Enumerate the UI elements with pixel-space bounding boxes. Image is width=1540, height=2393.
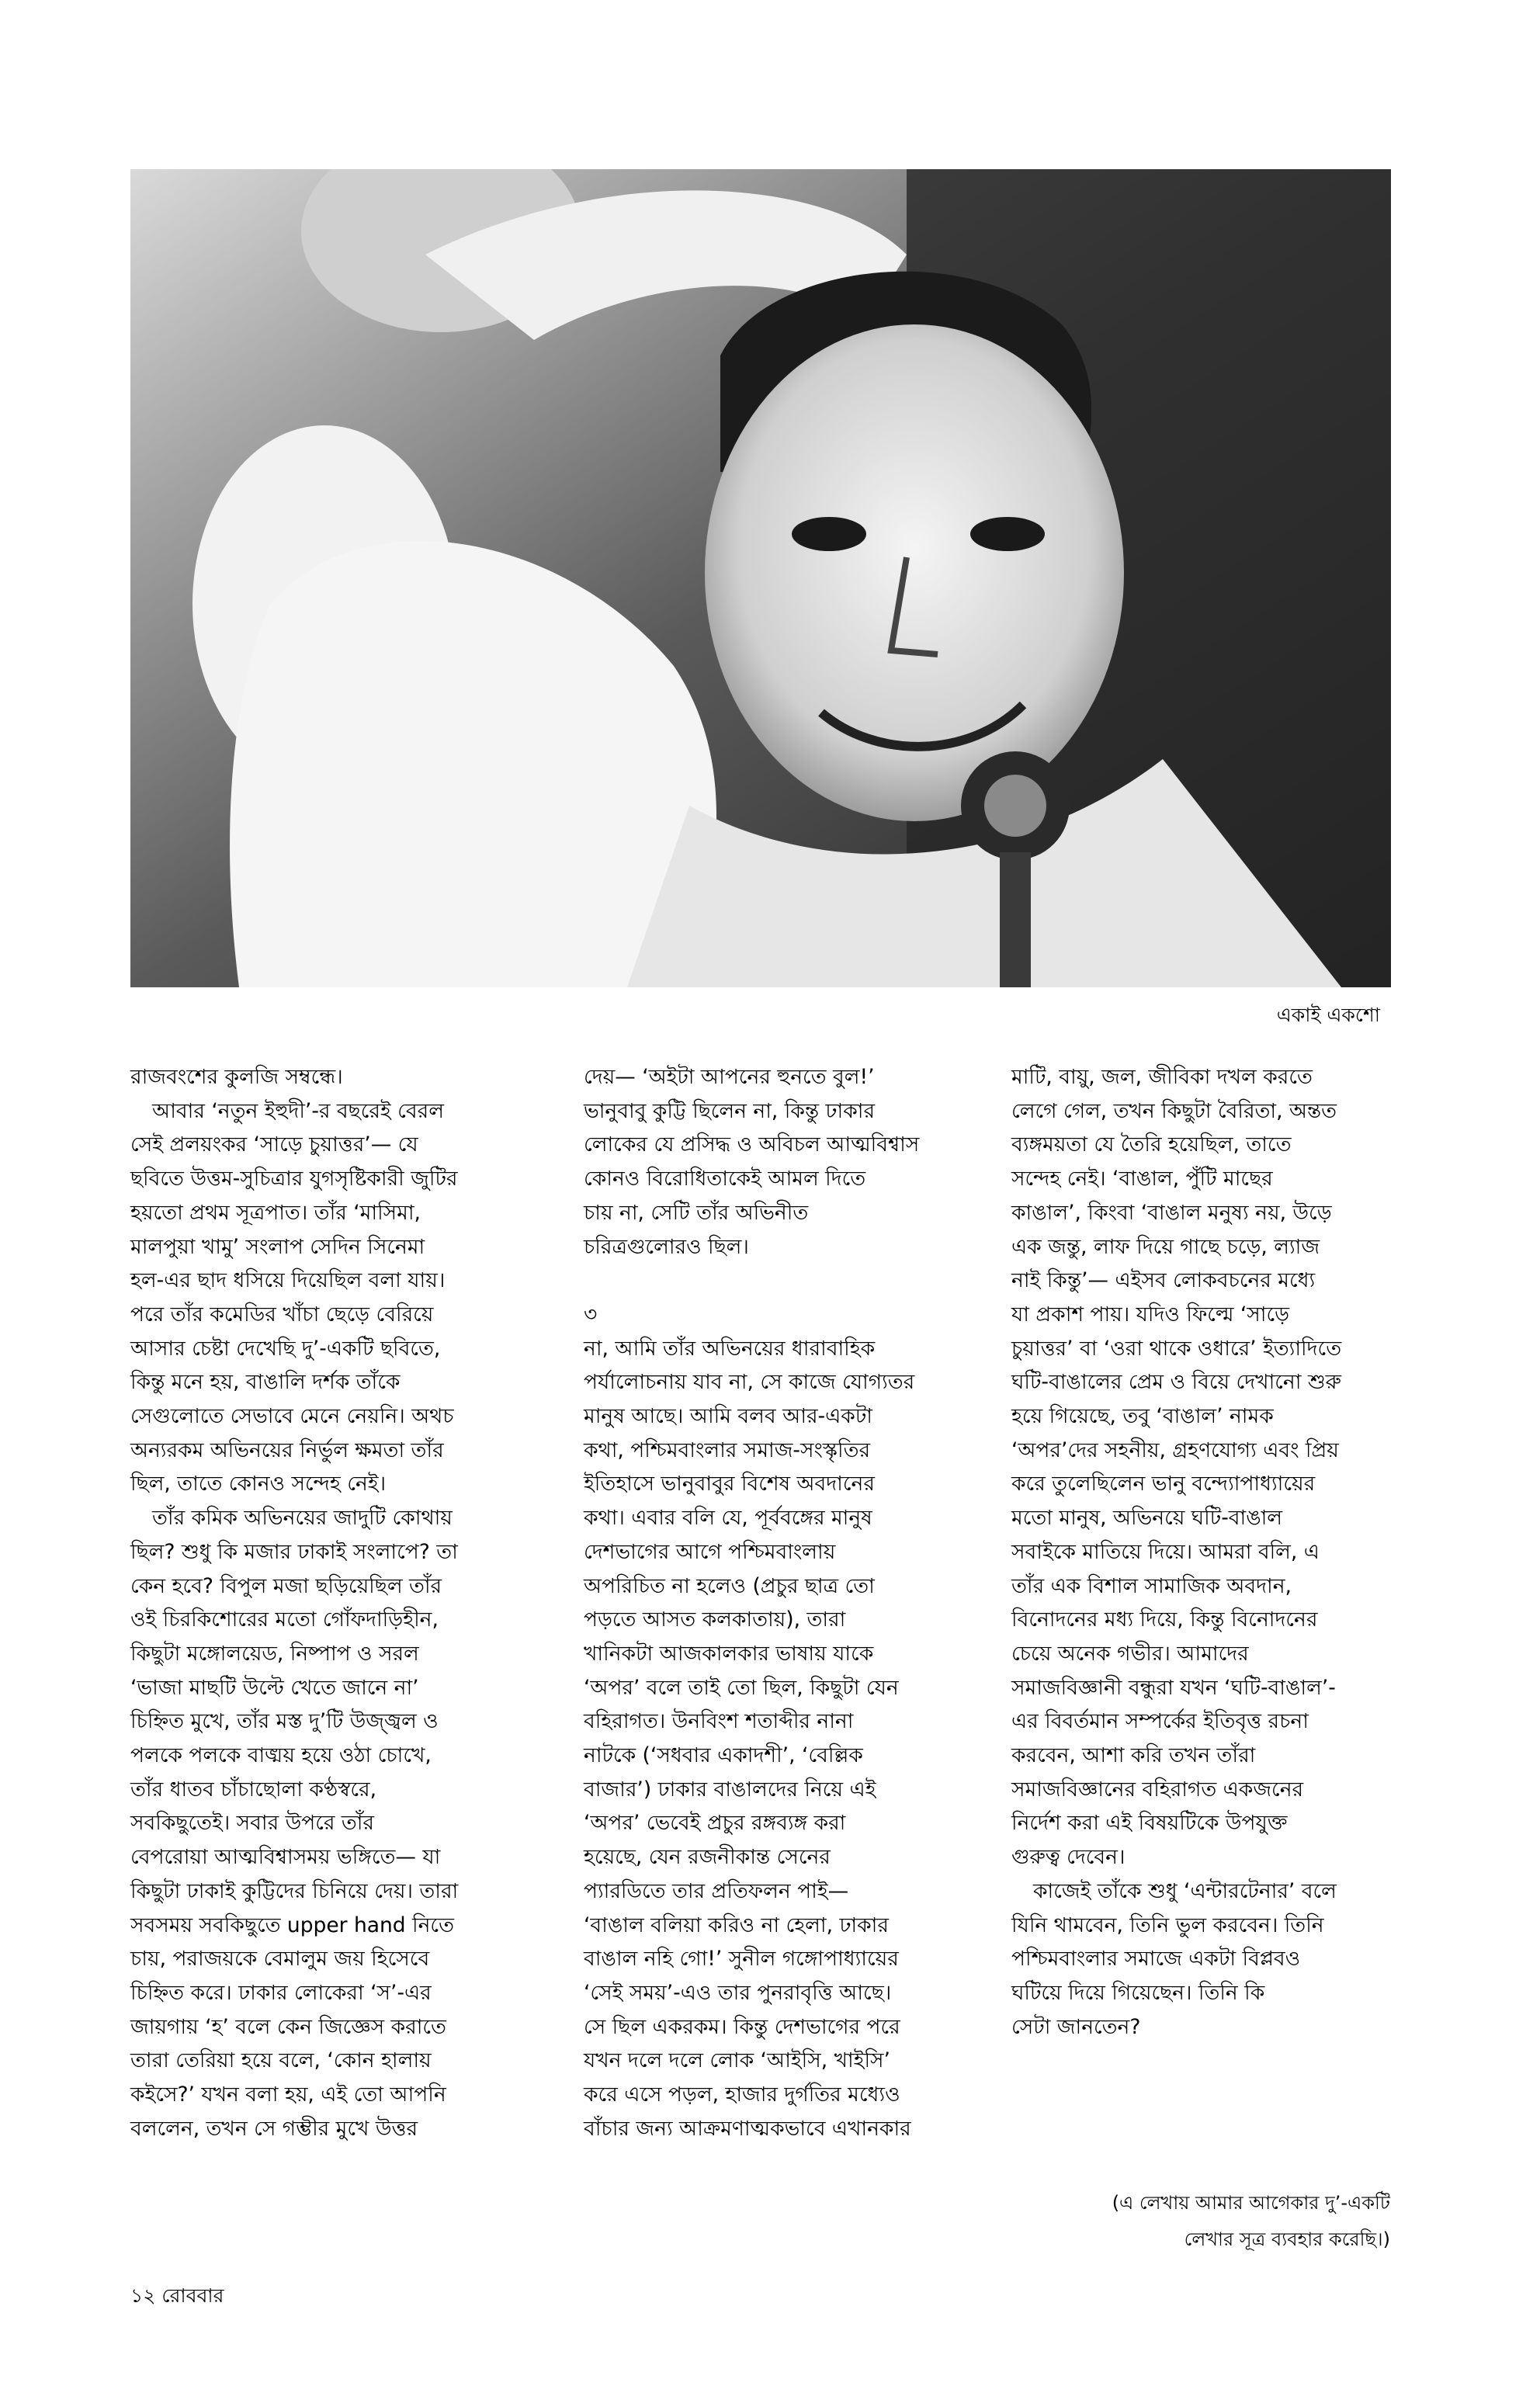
page-footer: ১২ রোববার: [130, 2284, 224, 2307]
text-line: অপরিচিত না হলেও (প্রচুর ছাত্র তো: [584, 1573, 875, 1598]
text-line: বললেন, তখন সে গম্ভীর মুখে উত্তর: [130, 2116, 418, 2141]
article-column-1: [130, 1060, 492, 2146]
text-line: কাজেই তাঁকে শুধু ‘এন্টারটেনার’ বলে: [1033, 1878, 1337, 1903]
text-line: বাঁচার জন্য আক্রমণাত্মকভাবে এখানকার: [584, 2116, 911, 2141]
text-line: সে ছিল একরকম। কিন্তু দেশভাগের পরে: [584, 2014, 900, 2039]
text-line: চায়, পরাজয়কে বেমালুম জয় হিসেবে: [130, 1947, 430, 1972]
text-line: সবকিছুতেই। সবার উপরে তাঁর: [130, 1811, 375, 1836]
text-line: কথা, পশ্চিমবাংলার সমাজ-সংস্কৃতির: [584, 1438, 871, 1462]
text-line: দেয়— ‘অইটা আপনের হুনতে বুল!’: [584, 1065, 875, 1089]
text-line: হয়েছে, যেন রজনীকান্ত সেনের: [584, 1845, 831, 1870]
text-line: নাই কিন্তু’— এইসব লোকবচনের মধ্যে: [1011, 1268, 1316, 1293]
text-line: ব্যঙ্গময়তা যে তৈরি হয়েছিল, তাতে: [1011, 1132, 1292, 1157]
text-line: চিহ্নিত মুখে, তাঁর মস্ত দু’টি উজ্জ্বল ও: [130, 1709, 439, 1734]
text-line: ‘অপর’ ভেবেই প্রচুর রঙ্গব্যঙ্গ করা: [584, 1811, 846, 1836]
text-line: পরে তাঁর কমেডির খাঁচা ছেড়ে বেরিয়ে: [130, 1302, 434, 1327]
text-line: সমাজবিজ্ঞানের বহিরাগত একজনের: [1011, 1777, 1304, 1802]
text-line: আসার চেষ্টা দেখেছি দু’-একটি ছবিতে,: [130, 1336, 441, 1361]
text-line: মতো মানুষ, অভিনয়ে ঘটি-বাঙাল: [1011, 1506, 1283, 1531]
text-line: রাজবংশের কুলজি সম্বন্ধে।: [130, 1065, 343, 1089]
text-line: কথা। এবার বলি যে, পূর্ববঙ্গের মানুষ: [584, 1506, 872, 1531]
portrait-illustration: [130, 169, 1391, 987]
text-line: ‘বাঙাল বলিয়া করিও না হেলা, ঢাকার: [584, 1913, 889, 1937]
text-line: কিন্তু মনে হয়, বাঙালি দর্শক তাঁকে: [130, 1370, 401, 1395]
text-line: মানুষ আছে। আমি বলব আর-একটা: [584, 1404, 872, 1429]
article-column-2: [584, 1060, 945, 2146]
text-line: জায়গায় ‘হ’ বলে কেন জিজ্ঞেস করাতে: [130, 2014, 446, 2039]
text-line: ৩: [584, 1302, 598, 1327]
text-line: পড়তে আসত কলকাতায়), তারা: [584, 1607, 846, 1632]
text-line: সেটা জানতেন?: [1011, 2014, 1141, 2039]
text-line: এর বিবর্তমান সম্পর্কের ইতিবৃত্ত রচনা: [1011, 1709, 1309, 1734]
text-line: নাটকে (‘সধবার একাদশী’, ‘বেল্লিক: [584, 1743, 863, 1768]
text-line: ‘অপর’ বলে তাই তো ছিল, কিছুটা যেন: [584, 1675, 899, 1700]
text-line: যখন দলে দলে লোক ‘আইসি, খাইসি’: [584, 2048, 890, 2073]
text-line: গুরুত্ব দেবেন।: [1011, 1845, 1126, 1870]
text-line: তাঁর ধাতব চাঁচাছোলা কণ্ঠস্বরে,: [130, 1777, 377, 1802]
text-line: ভানুবাবু কুট্টি ছিলেন না, কিন্তু ঢাকার: [584, 1098, 876, 1123]
text-line: কোনও বিরোধিতাকেই আমল দিতে: [584, 1167, 866, 1191]
text-line: [584, 1264, 945, 1298]
text-line: খানিকটা আজকালকার ভাষায় যাকে: [584, 1641, 874, 1666]
text-line: নির্দেশ করা এই বিষয়টিকে উপযুক্ত: [1011, 1811, 1288, 1836]
text-line: চুয়াত্তর’ বা ‘ওরা থাকে ওধারে’ ইত্যাদিতে: [1011, 1336, 1342, 1361]
text-line: কইসে?’ যখন বলা হয়, এই তো আপনি: [130, 2083, 446, 2107]
text-line: সেগুলোতে সেভাবে মেনে নেয়নি। অথচ: [130, 1404, 454, 1429]
text-line: কেন হবে? বিপুল মজা ছড়িয়েছিল তাঁর: [130, 1573, 442, 1598]
text-line: বাজার’) ঢাকার বাঙালদের নিয়ে এই: [584, 1777, 876, 1802]
text-line: বহিরাগত। উনবিংশ শতাব্দীর নানা: [584, 1709, 854, 1734]
text-line: এক জন্তু, লাফ দিয়ে গাছে চড়ে, ল্যাজ: [1011, 1234, 1320, 1259]
text-line: সবাইকে মাতিয়ে দিয়ে। আমরা বলি, এ: [1011, 1539, 1320, 1564]
text-line: মালপুয়া খামু’ সংলাপ সেদিন সিনেমা: [130, 1234, 425, 1259]
text-line: ‘সেই সময়’-এও তার পুনরাবৃত্তি আছে।: [584, 1980, 892, 2005]
text-line: লেগে গেল, তখন কিছুটা বৈরিতা, অন্তত: [1011, 1098, 1337, 1123]
text-line: সেই প্রলয়ংকর ‘সাড়ে চুয়াত্তর’— যে: [130, 1132, 418, 1157]
text-line: ‘ভাজা মাছটি উল্টে খেতে জানে না’: [130, 1675, 419, 1700]
text-line: ইতিহাসে ভানুবাবুর বিশেষ অবদানের: [584, 1472, 875, 1496]
text-line: কিছুটা মঙ্গোলয়েড, নিষ্পাপ ও সরল: [130, 1641, 419, 1666]
text-line: করবেন, আশা করি তখন তাঁরা: [1011, 1743, 1256, 1768]
text-line: তাঁর এক বিশাল সামাজিক অবদান,: [1011, 1573, 1292, 1598]
text-line: যা প্রকাশ পায়। যদিও ফিল্মে ‘সাড়ে: [1011, 1302, 1290, 1327]
text-line: কিছুটা ঢাকাই কুট্টিদের চিনিয়ে দেয়। তারা: [130, 1878, 459, 1903]
text-line: ওই চিরকিশোরের মতো গোঁফদাড়িহীন,: [130, 1607, 439, 1632]
footnote-line: লেখার সূত্র ব্যবহার করেছি।): [1184, 2228, 1390, 2250]
text-line: সমাজবিজ্ঞানী বন্ধুরা যখন ‘ঘটি-বাঙাল’-: [1011, 1675, 1336, 1700]
text-line: হয়ে গিয়েছে, তবু ‘বাঙাল’ নামক: [1011, 1404, 1274, 1429]
article-photo: [130, 169, 1391, 987]
text-line: পশ্চিমবাংলার সমাজে একটা বিপ্লবও: [1011, 1947, 1301, 1972]
text-line: চিহ্নিত করে। ঢাকার লোকেরা ‘স’-এর: [130, 1980, 432, 2005]
text-line: ‘অপর’দের সহনীয়, গ্রহণযোগ্য এবং প্রিয়: [1011, 1438, 1339, 1462]
article-column-3: [1011, 1060, 1373, 2044]
text-line: প্যারডিতে তার প্রতিফলন পাই—: [584, 1878, 849, 1903]
text-line: কাঙাল’, কিংবা ‘বাঙাল মনুষ্য নয়, উড়ে: [1011, 1200, 1332, 1225]
text-line: না, আমি তাঁর অভিনয়ের ধারাবাহিক: [584, 1336, 876, 1361]
text-line: বেপরোয়া আত্মবিশ্বাসময় ভঙ্গিতে— যা: [130, 1845, 441, 1870]
text-line: যিনি থামবেন, তিনি ভুল করবেন। তিনি: [1011, 1913, 1324, 1937]
text-line: তারা তেরিয়া হয়ে বলে, ‘কোন হালায়: [130, 2048, 432, 2073]
text-line: ছিল? শুধু কি মজার ঢাকাই সংলাপে? তা: [130, 1539, 458, 1564]
text-line: বিনোদনের মধ্য দিয়ে, কিন্তু বিনোদনের: [1011, 1607, 1318, 1632]
text-line: লোকের যে প্রসিদ্ধ ও অবিচল আত্মবিশ্বাস: [584, 1132, 920, 1157]
text-line: ছিল, তাতে কোনও সন্দেহ নেই।: [130, 1472, 387, 1496]
author-footnote: [956, 2185, 1390, 2258]
footnote-line: (এ লেখায় আমার আগেকার দু’-একটি: [1112, 2192, 1390, 2214]
text-line: ঘটিয়ে দিয়ে গিয়েছেন। তিনি কি: [1011, 1980, 1265, 2005]
text-line: তাঁর কমিক অভিনয়ের জাদুটি কোথায়: [152, 1506, 453, 1531]
text-line: হল-এর ছাদ ধসিয়ে দিয়েছিল বলা যায়।: [130, 1268, 446, 1293]
text-line: সন্দেহ নেই। ‘বাঙাল, পুঁটি মাছের: [1011, 1167, 1273, 1191]
text-line: পলকে পলকে বাঙ্ময় হয়ে ওঠা চোখে,: [130, 1743, 432, 1768]
text-line: বাঙাল নহি গো!’ সুনীল গঙ্গোপাধ্যায়ের: [584, 1947, 899, 1972]
text-line: করে তুলেছিলেন ভানু বন্দ্যোপাধ্যায়ের: [1011, 1472, 1316, 1496]
text-line: চায় না, সেটি তাঁর অভিনীত: [584, 1200, 809, 1225]
text-line: আবার ‘নতুন ইহুদী’-র বছরেই বেরল: [152, 1098, 444, 1123]
text-line: অন্যরকম অভিনয়ের নির্ভুল ক্ষমতা তাঁর: [130, 1438, 444, 1462]
text-line: চেয়ে অনেক গভীর। আমাদের: [1011, 1641, 1249, 1666]
text-line: মাটি, বায়ু, জল, জীবিকা দখল করতে: [1011, 1065, 1313, 1089]
text-line: ঘটি-বাঙালের প্রেম ও বিয়ে দেখানো শুরু: [1011, 1370, 1341, 1395]
text-line: করে এসে পড়ল, হাজার দুর্গতির মধ্যেও: [584, 2083, 900, 2107]
text-line: সবসময় সবকিছুতে upper hand নিতে: [130, 1913, 454, 1937]
text-line: চরিত্রগুলোরও ছিল।: [584, 1234, 749, 1259]
text-line: পর্যালোচনায় যাব না, সে কাজে যোগ্যতর: [584, 1370, 915, 1395]
photo-caption: একাই একশো: [1276, 1004, 1380, 1026]
text-line: দেশভাগের আগে পশ্চিমবাংলায়: [584, 1539, 836, 1564]
text-line: ছবিতে উত্তম-সুচিত্রার যুগসৃষ্টিকারী জুটির: [130, 1167, 458, 1191]
text-line: হয়তো প্রথম সূত্রপাত। তাঁর ‘মাসিমা,: [130, 1200, 421, 1225]
